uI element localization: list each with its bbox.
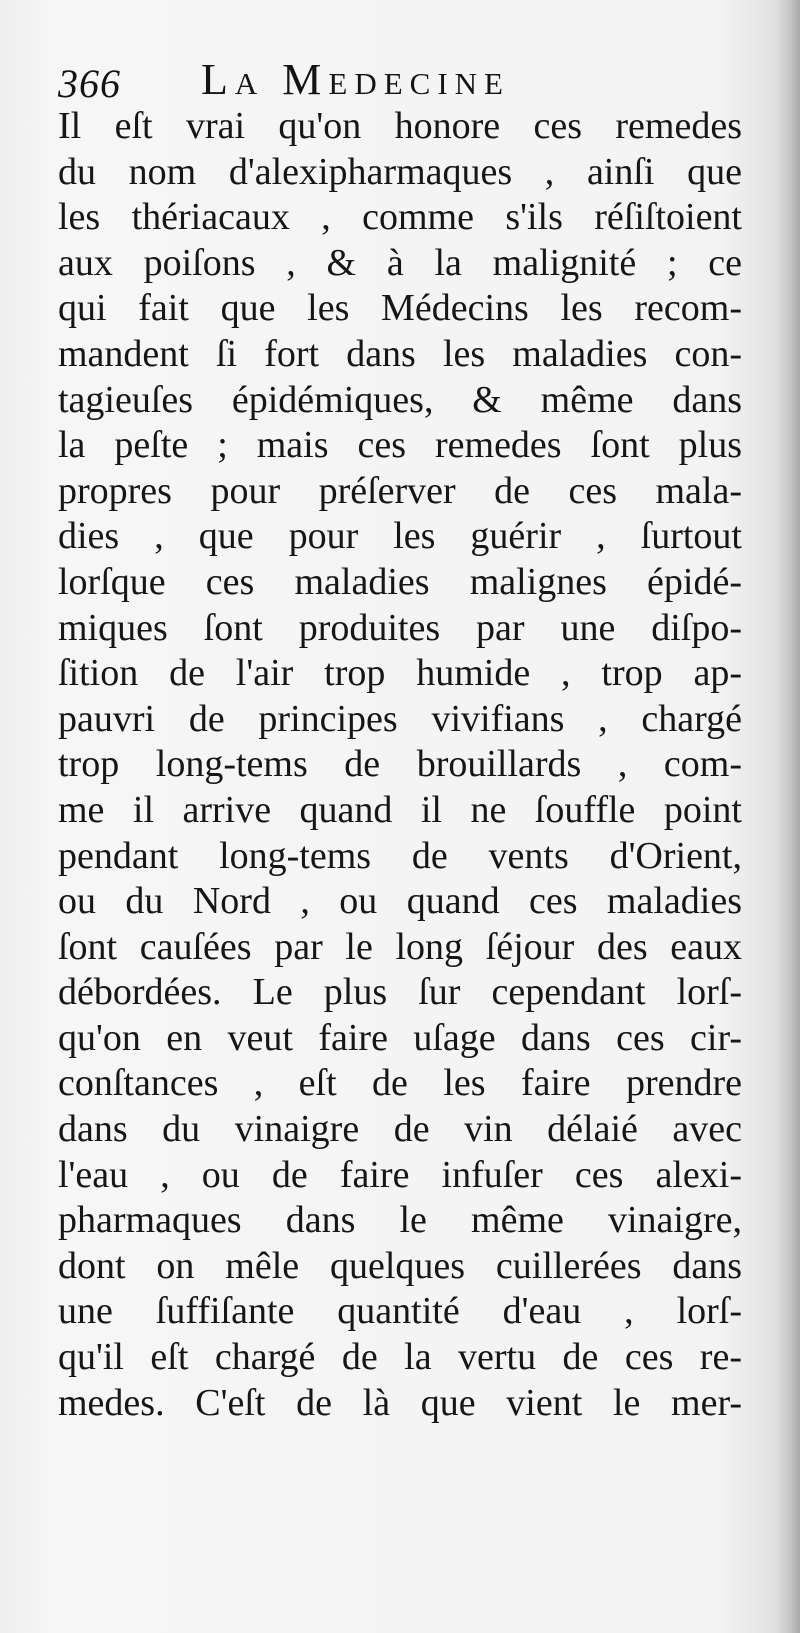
text-line: pauvri de principes vivifians , chargé <box>58 697 742 740</box>
text-line: les thériacaux , comme s'ils réſiſtoient <box>58 196 742 239</box>
text-line: ſition de l'air trop humide , trop ap- <box>58 652 742 695</box>
text-line: la peſte ; mais ces remedes ſont plus <box>58 424 742 467</box>
text-line: dont on mêle quelques cuillerées dans <box>58 1244 742 1287</box>
text-line: dans du vinaigre de vin délaié avec <box>58 1108 742 1151</box>
text-line: propres pour préſerver de ces mala- <box>58 469 742 512</box>
text-line: trop long-tems de brouillards , com- <box>58 743 742 786</box>
text-line: lorſque ces maladies malignes épidé- <box>58 560 742 603</box>
text-line: l'eau , ou de faire infuſer ces alexi- <box>58 1153 742 1196</box>
text-line: dies , que pour les guérir , ſurtout <box>58 515 742 558</box>
text-line: une ſuffiſante quantité d'eau , lorſ- <box>58 1290 742 1333</box>
text-line: miques ſont produites par une diſpo- <box>58 606 742 649</box>
text-line: ſont cauſées par le long ſéjour des eaux <box>58 925 742 968</box>
text-line: mandent ſi fort dans les maladies con- <box>58 332 742 375</box>
text-line: qu'on en veut faire uſage dans ces cir- <box>58 1016 742 1059</box>
page-number: 366 <box>58 61 121 106</box>
running-head-title: La Medecine <box>201 55 510 104</box>
running-head <box>58 52 758 108</box>
text-line: pendant long-tems de vents d'Orient, <box>58 834 742 877</box>
text-line: tagieuſes épidémiques, & même dans <box>58 378 742 421</box>
text-line: qui fait que les Médecins les recom- <box>58 287 742 330</box>
text-line: Il eſt vrai qu'on honore ces remedes <box>58 105 742 147</box>
text-line: conſtances , eſt de les faire prendre <box>58 1062 742 1105</box>
page-edge-shadow <box>774 0 800 1633</box>
text-line: débordées. Le plus ſur cependant lorſ- <box>58 971 742 1014</box>
body-text <box>58 104 742 1426</box>
text-line: medes. C'eſt de là que vient le mer- <box>58 1381 742 1424</box>
text-line: aux poiſons , & à la malignité ; ce <box>58 241 742 284</box>
text-line: me il arrive quand il ne ſouffle point <box>58 788 742 831</box>
text-line: ou du Nord , ou quand ces maladies <box>58 880 742 923</box>
text-line: pharmaques dans le même vinaigre, <box>58 1199 742 1242</box>
text-line: du nom d'alexipharmaques , ainſi que <box>58 150 742 193</box>
text-line: qu'il eſt chargé de la vertu de ces re- <box>58 1336 742 1379</box>
